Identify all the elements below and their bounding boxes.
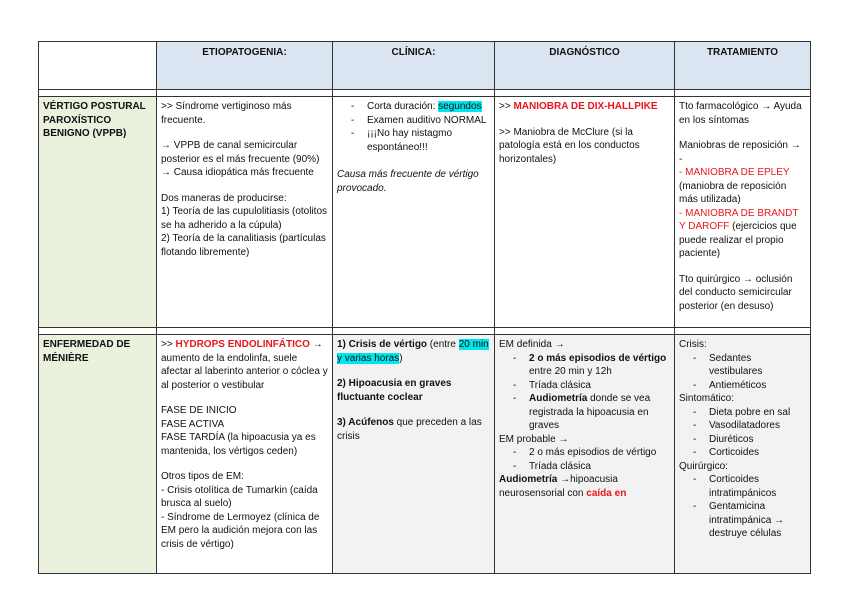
list-item: - Corta duración: segundos [347,100,490,114]
text-line: 2) Teoría de la canalitiasis (partículas flotando libremente) [161,233,326,258]
text-line: → VPPB de canal semicircular posterior es el más frecuente (90%) [161,140,320,165]
table-row-meniere [39,335,811,574]
symptom-list [337,100,490,154]
text-line: Maniobras de reposición → - [679,140,801,165]
row-title-vppb: VÉRTIGO POSTURAL PAROXÍSTICO BENIGNO (VPPB) [39,97,157,328]
text-line: EM probable → [499,433,569,445]
comparison-table [38,41,811,574]
highlight-red: - MANIOBRA DE EPLEY [679,167,790,178]
text-line: EM definida → [499,339,565,350]
text-block: 3) Acúfenos que preceden a las crisis [337,417,482,442]
list-item: - Corticoides intratimpánicos [689,473,806,500]
text-line: Otros tipos de EM: [161,471,244,482]
list-item: - Sedantes vestibulares [689,352,806,379]
criteria-list [499,352,670,433]
header-etiopatogenia: ETIOPATOGENIA: [157,42,333,90]
text-block: 1) Crisis de vértigo (entre 20 min y varias horas) [337,339,489,364]
list-item: - Dieta pobre en sal [689,406,806,420]
highlight-text: segundos [438,101,482,112]
spacer-row [39,90,811,97]
text-block: 2) Hipoacusia en graves fluctuante coclear [337,378,452,403]
cell-meniere-diagnostico [495,335,675,574]
list-item: - Corticoides [689,446,806,460]
text-block [161,139,328,180]
text-line: - Crisis otolítica de Tumarkin (caída brusca al suelo) [161,484,318,509]
text-line: - MANIOBRA DE BRANDT Y DAROFF (ejercicios que puede realizar el propio paciente) [679,207,799,259]
text-block [161,404,328,458]
spacer-row [39,328,811,335]
list-item: - 2 o más episodios de vértigo [509,446,670,460]
cell-meniere-etiopatogenia [157,335,333,574]
cell-meniere-tratamiento [675,335,811,574]
cell-vppb-tratamiento [675,97,811,328]
list-item: - ¡¡¡No hay nistagmo espontáneo!!! [347,127,490,154]
list-item: - Tríada clásica [509,379,670,393]
cell-vppb-diagnostico [495,97,675,328]
treatment-list [679,406,806,460]
text-line: FASE ACTIVA [161,418,225,430]
list-item: - Antieméticos [689,379,806,393]
cell-vppb-clinica [333,97,495,328]
text-block [161,470,328,551]
header-corner [39,42,157,90]
text-line: Quirúrgico: [679,460,728,472]
header-row [39,42,811,90]
header-diagnostico: DIAGNÓSTICO [495,42,675,90]
list-item: - Vasodilatadores [689,419,806,433]
list-item: - Tríada clásica [509,460,670,474]
cell-vppb-etiopatogenia [157,97,333,328]
list-item: - Diuréticos [689,433,806,447]
list-item: - Examen auditivo NORMAL [347,114,490,128]
text-line: FASE TARDÍA (la hipoacusia ya es mantenida, los vértigos ceden) [161,432,316,457]
note-text: Causa más frecuente de vértigo provocado. [337,169,479,194]
text-block: >> MANIOBRA DE DIX-HALLPIKE [499,101,658,112]
highlight-red: MANIOBRA DE DIX-HALLPIKE [513,101,658,112]
header-clinica: CLÍNICA: [333,42,495,90]
text-block: >> Síndrome vertiginoso más frecuente. [161,101,292,126]
treatment-list [679,352,806,393]
text-block: >> Maniobra de McClure (si la patología está en los conductos horizontales) [499,126,640,165]
table-row-vppb [39,97,811,328]
list-item: - 2 o más episodios de vértigo entre 20 min y 12h [509,352,670,379]
text-line: (maniobra de reposición más utilizada) [679,180,787,205]
treatment-list [679,473,806,541]
list-item: - Audiometría donde se vea registrada la hipoacusia en graves [509,392,670,433]
text-line: FASE DE INICIO [161,405,237,416]
text-block: Tto farmacológico → Ayuda en los síntomas [679,101,802,126]
text-line: Crisis: [679,339,707,350]
list-item: - Gentamicina intratimpánica → destruye células [689,500,806,541]
text-block [679,139,806,261]
text-line: Dos maneras de producirse: [161,192,287,204]
text-line: - Síndrome de Lermoyez (clínica de EM pero la audición mejora con las crisis de vértigo) [161,511,320,550]
criteria-list [499,446,670,473]
cell-meniere-clinica [333,335,495,574]
highlight-text: 20 min y varias horas [337,339,489,364]
highlight-red: HYDROPS ENDOLINFÁTICO [175,339,310,350]
text-line: 1) Teoría de las cupulolitiasis (otolitos se ha adherido a la cúpula) [161,206,328,231]
text-line: Sintomático: [679,393,735,404]
text-block: >> HYDROPS ENDOLINFÁTICO → aumento de la endolinfa, suele afectar al laberinto anterior o cóclea y al posterior o vestibular [161,339,328,391]
text-block: Tto quirúrgico → oclusión del conducto semicircular posterior (en desuso) [679,273,793,312]
text-line: → Causa idiopática más frecuente [161,167,314,178]
header-tratamiento: TRATAMIENTO [675,42,811,90]
text-block [161,192,328,260]
row-title-meniere: ENFERMEDAD DE MÉNIÈRE [39,335,157,574]
text-block: Audiometría →hipoacusia neurosensorial con caída en [499,474,627,499]
